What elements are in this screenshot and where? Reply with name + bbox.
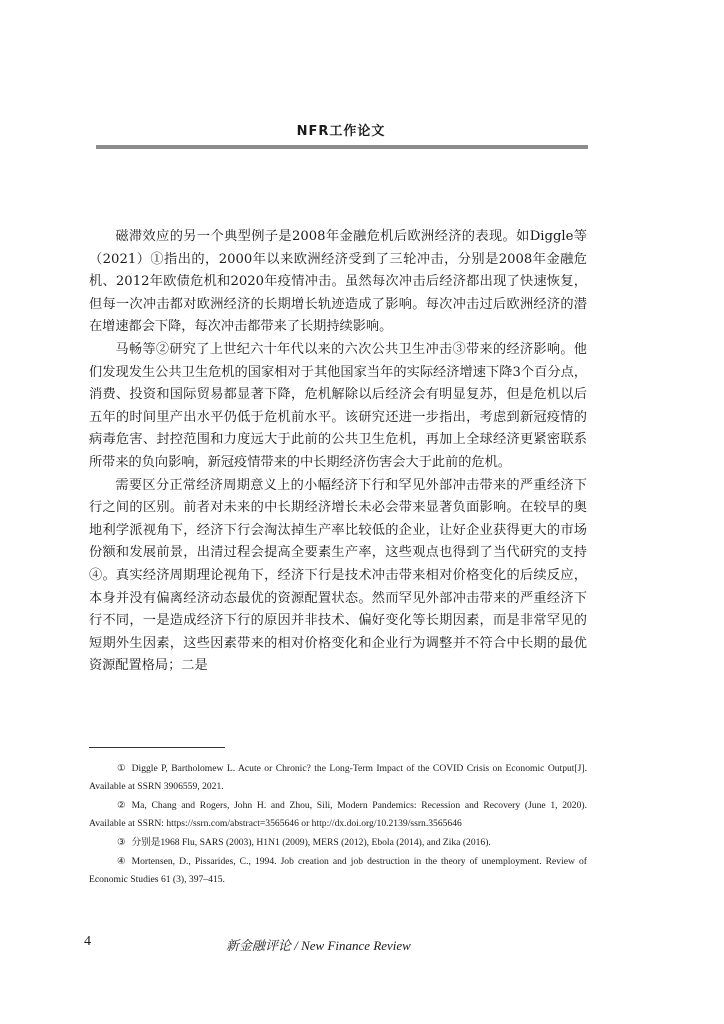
page-number: 4 xyxy=(84,934,91,949)
paragraph: 磁滞效应的另一个典型例子是2008年金融危机后欧洲经济的表现。如Diggle等（2021）①指出的，2000年以来欧洲经济受到了三轮冲击，分别是2008年金融危机、2012年欧债危机和2020年疫情冲击。虽然每次冲击后经济都出现了快速恢复，但每一次冲击都对欧洲经济的长期增长轨迹造成了影响。每次冲击过后欧洲经济的潜在增速都会下降，每次冲击都带来了长期持续影响。 xyxy=(89,229,587,335)
footnote-text: Diggle P, Bartholomew L. Acute or Chronic? the Long-Term Impact of the COVID Crisis on Economic Output[J]. Available at SSRN 3906559, 2021. xyxy=(89,763,587,792)
footnote-text: Ma, Chang and Rogers, John H. and Zhou, Sili, Modern Pandemics: Recession and Recovery (June 1, 2020). Available at SSRN: https://ssrn.com/abstract=3565646 or http://dx.doi.org/10.2139/ssrn.3565646 xyxy=(89,800,587,829)
footnote-mark: ① xyxy=(117,763,126,774)
footnote-separator xyxy=(89,747,225,748)
footnotes xyxy=(89,760,587,890)
paragraph: 需要区分正常经济周期意义上的小幅经济下行和罕见外部冲击带来的严重经济下行之间的区别。前者对未来的中长期经济增长未必会带来显著负面影响。在较早的奥地利学派视角下，经济下行会淘汰掉生产率比较低的企业，让好企业获得更大的市场份额和发展前景，出清过程会提高全要素生产率，这些观点也得到了当代研究的支持④。真实经济周期理论视角下，经济下行是技术冲击带来相对价格变化的后续反应，本身并没有偏离经济动态最优的资源配置状态。然而罕见外部冲击带来的严重经济下行不同，一是造成经济下行的原因并非技术、偏好变化等长期因素，而是非常罕见的短期外生因素，这些因素带来的相对价格变化和企业行为调整并不符合中长期的最优资源配置格局；二是 xyxy=(89,477,587,674)
footnote-mark: ② xyxy=(117,800,126,811)
journal-title: 新金融评论 / New Finance Review xyxy=(226,938,411,953)
footnote xyxy=(89,834,587,852)
body-text xyxy=(89,226,587,678)
running-header: NFR工作论文 xyxy=(296,124,386,139)
footnote-mark: ③ xyxy=(117,837,126,848)
footnote xyxy=(89,797,587,833)
footnote-text: Mortensen, D., Pissarides, C., 1994. Job creation and job destruction in the theory of unemployment. Review of Economic Studies 61 (3), 397–415. xyxy=(89,856,587,885)
header-rule xyxy=(96,145,588,149)
paragraph: 马畅等②研究了上世纪六十年代以来的六次公共卫生冲击③带来的经济影响。他们发现发生公共卫生危机的国家相对于其他国家当年的实际经济增速下降3个百分点，消费、投资和国际贸易都显著下降，危机解除以后经济会有明显复苏，但是危机以后五年的时间里产出水平仍低于危机前水平。该研究还进一步指出，考虑到新冠疫情的病毒危害、封控范围和力度远大于此前的公共卫生危机，再加上全球经济更紧密联系所带来的负向影响，新冠疫情带来的中长期经济伤害会大于此前的危机。 xyxy=(89,341,587,470)
footnote xyxy=(89,853,587,889)
footnote xyxy=(89,760,587,796)
footnote-mark: ④ xyxy=(117,856,126,867)
footnote-text: 分别是1968 Flu, SARS (2003), H1N1 (2009), MERS (2012), Ebola (2014), and Zika (2016). xyxy=(131,837,491,848)
